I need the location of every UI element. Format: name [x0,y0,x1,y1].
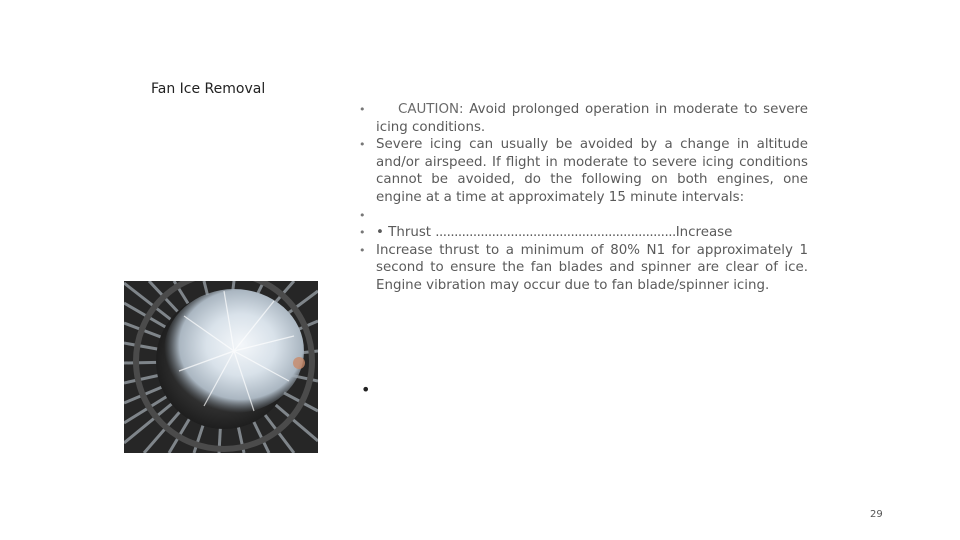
bullet-marker: • [359,243,366,257]
caution-label: CAUTION: [398,102,464,117]
increase-thrust-text: Increase thrust to a minimum of 80% N1 for approximately 1 second to ensure the fan blades and spinner are clear of ice. Engine vibration may occur due to fan blade/spinner icing. [376,242,808,293]
bullet-marker: • [359,138,366,152]
iced-fan-illustration [124,281,318,453]
caution-text: Avoid prolonged operation in moderate to severe icing conditions. [376,102,808,135]
empty-bullet-marker: • [361,380,371,399]
thrust-leader-dots: ................................................................ [435,225,676,241]
iced-fan-photo [124,281,318,453]
bullet-severe-icing [356,136,808,206]
slide-title: Fan Ice Removal [151,81,266,97]
page-number: 29 [870,509,883,520]
bullet-increase-thrust [356,242,808,295]
thrust-label: • Thrust [376,225,436,241]
bullet-list [356,101,808,295]
bullet-empty [356,207,808,225]
thrust-value: Increase [675,225,733,241]
bullet-thrust [356,224,808,242]
bullet-marker: • [359,226,366,240]
bullet-marker: • [359,103,366,116]
severe-icing-text: Severe icing can usually be avoided by a change in altitude and/or airspeed. If flight in moderate to severe icing conditions cannot be avoided, do the following on both engines, one engine at a time at approximately 15 minute intervals: [376,137,808,205]
bullet-caution [356,101,808,136]
bullet-marker: • [359,208,366,222]
